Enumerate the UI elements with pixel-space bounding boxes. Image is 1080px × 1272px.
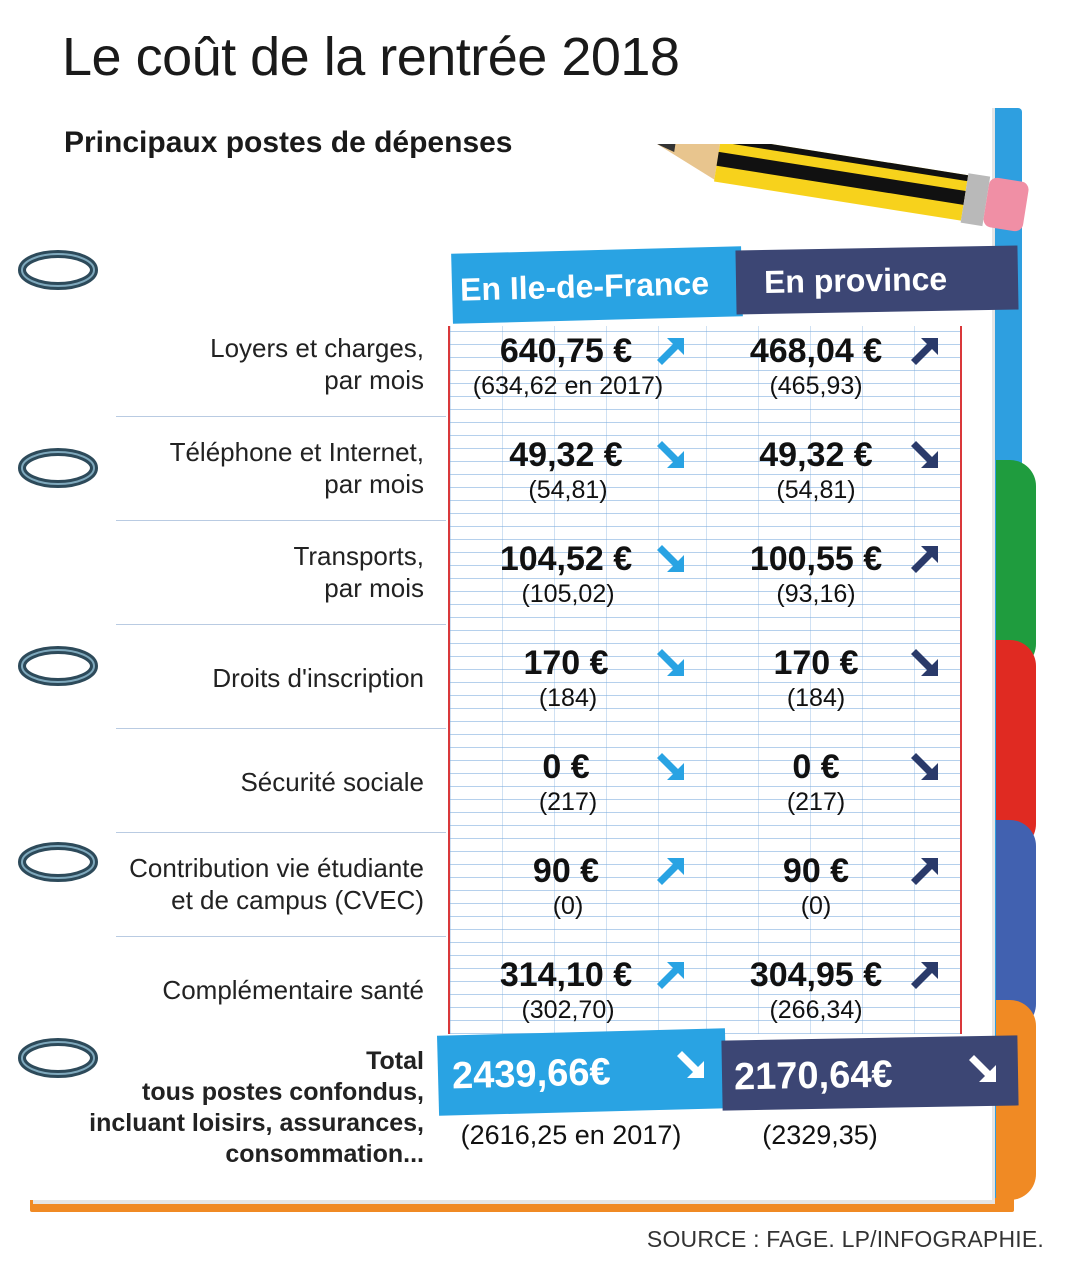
ile-value: 314,10 € — [499, 956, 633, 994]
row-separator — [116, 936, 446, 937]
source-credit: SOURCE : FAGE. LP/INFOGRAPHIE. — [646, 1226, 1044, 1252]
province-previous: (184) — [786, 684, 846, 712]
row-separator — [116, 624, 446, 625]
ile-previous: (0) — [552, 892, 584, 920]
row-label: Droits d'inscription — [212, 663, 424, 693]
total-label — [44, 1046, 424, 1170]
province-previous: (266,34) — [769, 996, 863, 1024]
ile-trend-arrow-icon — [654, 750, 688, 784]
row-label: Contribution vie étudiante et de campus (CVEC) — [129, 853, 424, 915]
province-trend-arrow-icon — [908, 334, 942, 368]
ile-previous: (302,70) — [521, 996, 615, 1024]
total-ile-trend-arrow-icon — [674, 1048, 708, 1082]
province-value: 468,04 € — [749, 332, 883, 370]
row-separator — [116, 832, 446, 833]
row-label: Téléphone et Internet, par mois — [169, 437, 424, 499]
ile-previous: (184) — [538, 684, 598, 712]
ile-value: 0 € — [542, 748, 590, 786]
total-province-trend-arrow-icon — [966, 1052, 1000, 1086]
column-header-ile-de-france: En Ile-de-France — [451, 246, 743, 324]
pencil-icon — [644, 144, 1044, 240]
province-trend-arrow-icon — [908, 646, 942, 680]
notebook-tab-green — [996, 460, 1036, 670]
province-previous: (0) — [800, 892, 832, 920]
province-trend-arrow-icon — [908, 958, 942, 992]
province-previous: (93,16) — [776, 580, 856, 608]
ile-trend-arrow-icon — [654, 542, 688, 576]
ile-value: 640,75 € — [499, 332, 633, 370]
province-previous: (465,93) — [769, 372, 863, 400]
province-trend-arrow-icon — [908, 750, 942, 784]
total-province: 2170,64€ — [721, 1035, 1018, 1110]
total-ile-de-france: 2439,66€ — [437, 1028, 727, 1116]
total-ile-previous: (2616,25 en 2017) — [460, 1120, 682, 1150]
ile-previous: (105,02) — [521, 580, 615, 608]
ile-value: 104,52 € — [499, 540, 633, 578]
province-value: 49,32 € — [759, 436, 873, 474]
row-label: Sécurité sociale — [240, 767, 424, 797]
row-separator — [116, 416, 446, 417]
row-label: Loyers et charges, par mois — [210, 333, 424, 395]
column-header-province: En province — [735, 246, 1018, 315]
total-label-bold: Total — [366, 1047, 424, 1075]
total-province-previous: (2329,35) — [762, 1120, 878, 1150]
province-trend-arrow-icon — [908, 542, 942, 576]
province-trend-arrow-icon — [908, 854, 942, 888]
ring-binder-icon — [14, 248, 98, 292]
page-title: Le coût de la rentrée 2018 — [62, 27, 680, 87]
total-label-detail: tous postes confondus, incluant loisirs, assurances, consommation... — [89, 1078, 424, 1168]
row-separator — [116, 728, 446, 729]
ile-trend-arrow-icon — [654, 438, 688, 472]
province-trend-arrow-icon — [908, 438, 942, 472]
province-value: 304,95 € — [749, 956, 883, 994]
page-subtitle: Principaux postes de dépenses — [64, 126, 513, 159]
row-separator — [116, 520, 446, 521]
ile-previous: (634,62 en 2017) — [472, 372, 664, 400]
province-value: 100,55 € — [749, 540, 883, 578]
province-previous: (54,81) — [776, 476, 856, 504]
ile-value: 90 € — [532, 852, 600, 890]
ile-value: 170 € — [523, 644, 609, 682]
notebook-tab-red — [996, 640, 1036, 850]
province-previous: (217) — [786, 788, 846, 816]
notebook-tab-navy — [996, 820, 1036, 1030]
province-value: 0 € — [792, 748, 840, 786]
ile-trend-arrow-icon — [654, 854, 688, 888]
row-label: Transports, par mois — [293, 541, 424, 603]
ile-value: 49,32 € — [509, 436, 623, 474]
ile-previous: (54,81) — [528, 476, 608, 504]
ile-previous: (217) — [538, 788, 598, 816]
ile-trend-arrow-icon — [654, 646, 688, 680]
row-label: Complémentaire santé — [162, 975, 424, 1005]
ile-trend-arrow-icon — [654, 334, 688, 368]
province-value: 90 € — [782, 852, 850, 890]
province-value: 170 € — [773, 644, 859, 682]
ile-trend-arrow-icon — [654, 958, 688, 992]
